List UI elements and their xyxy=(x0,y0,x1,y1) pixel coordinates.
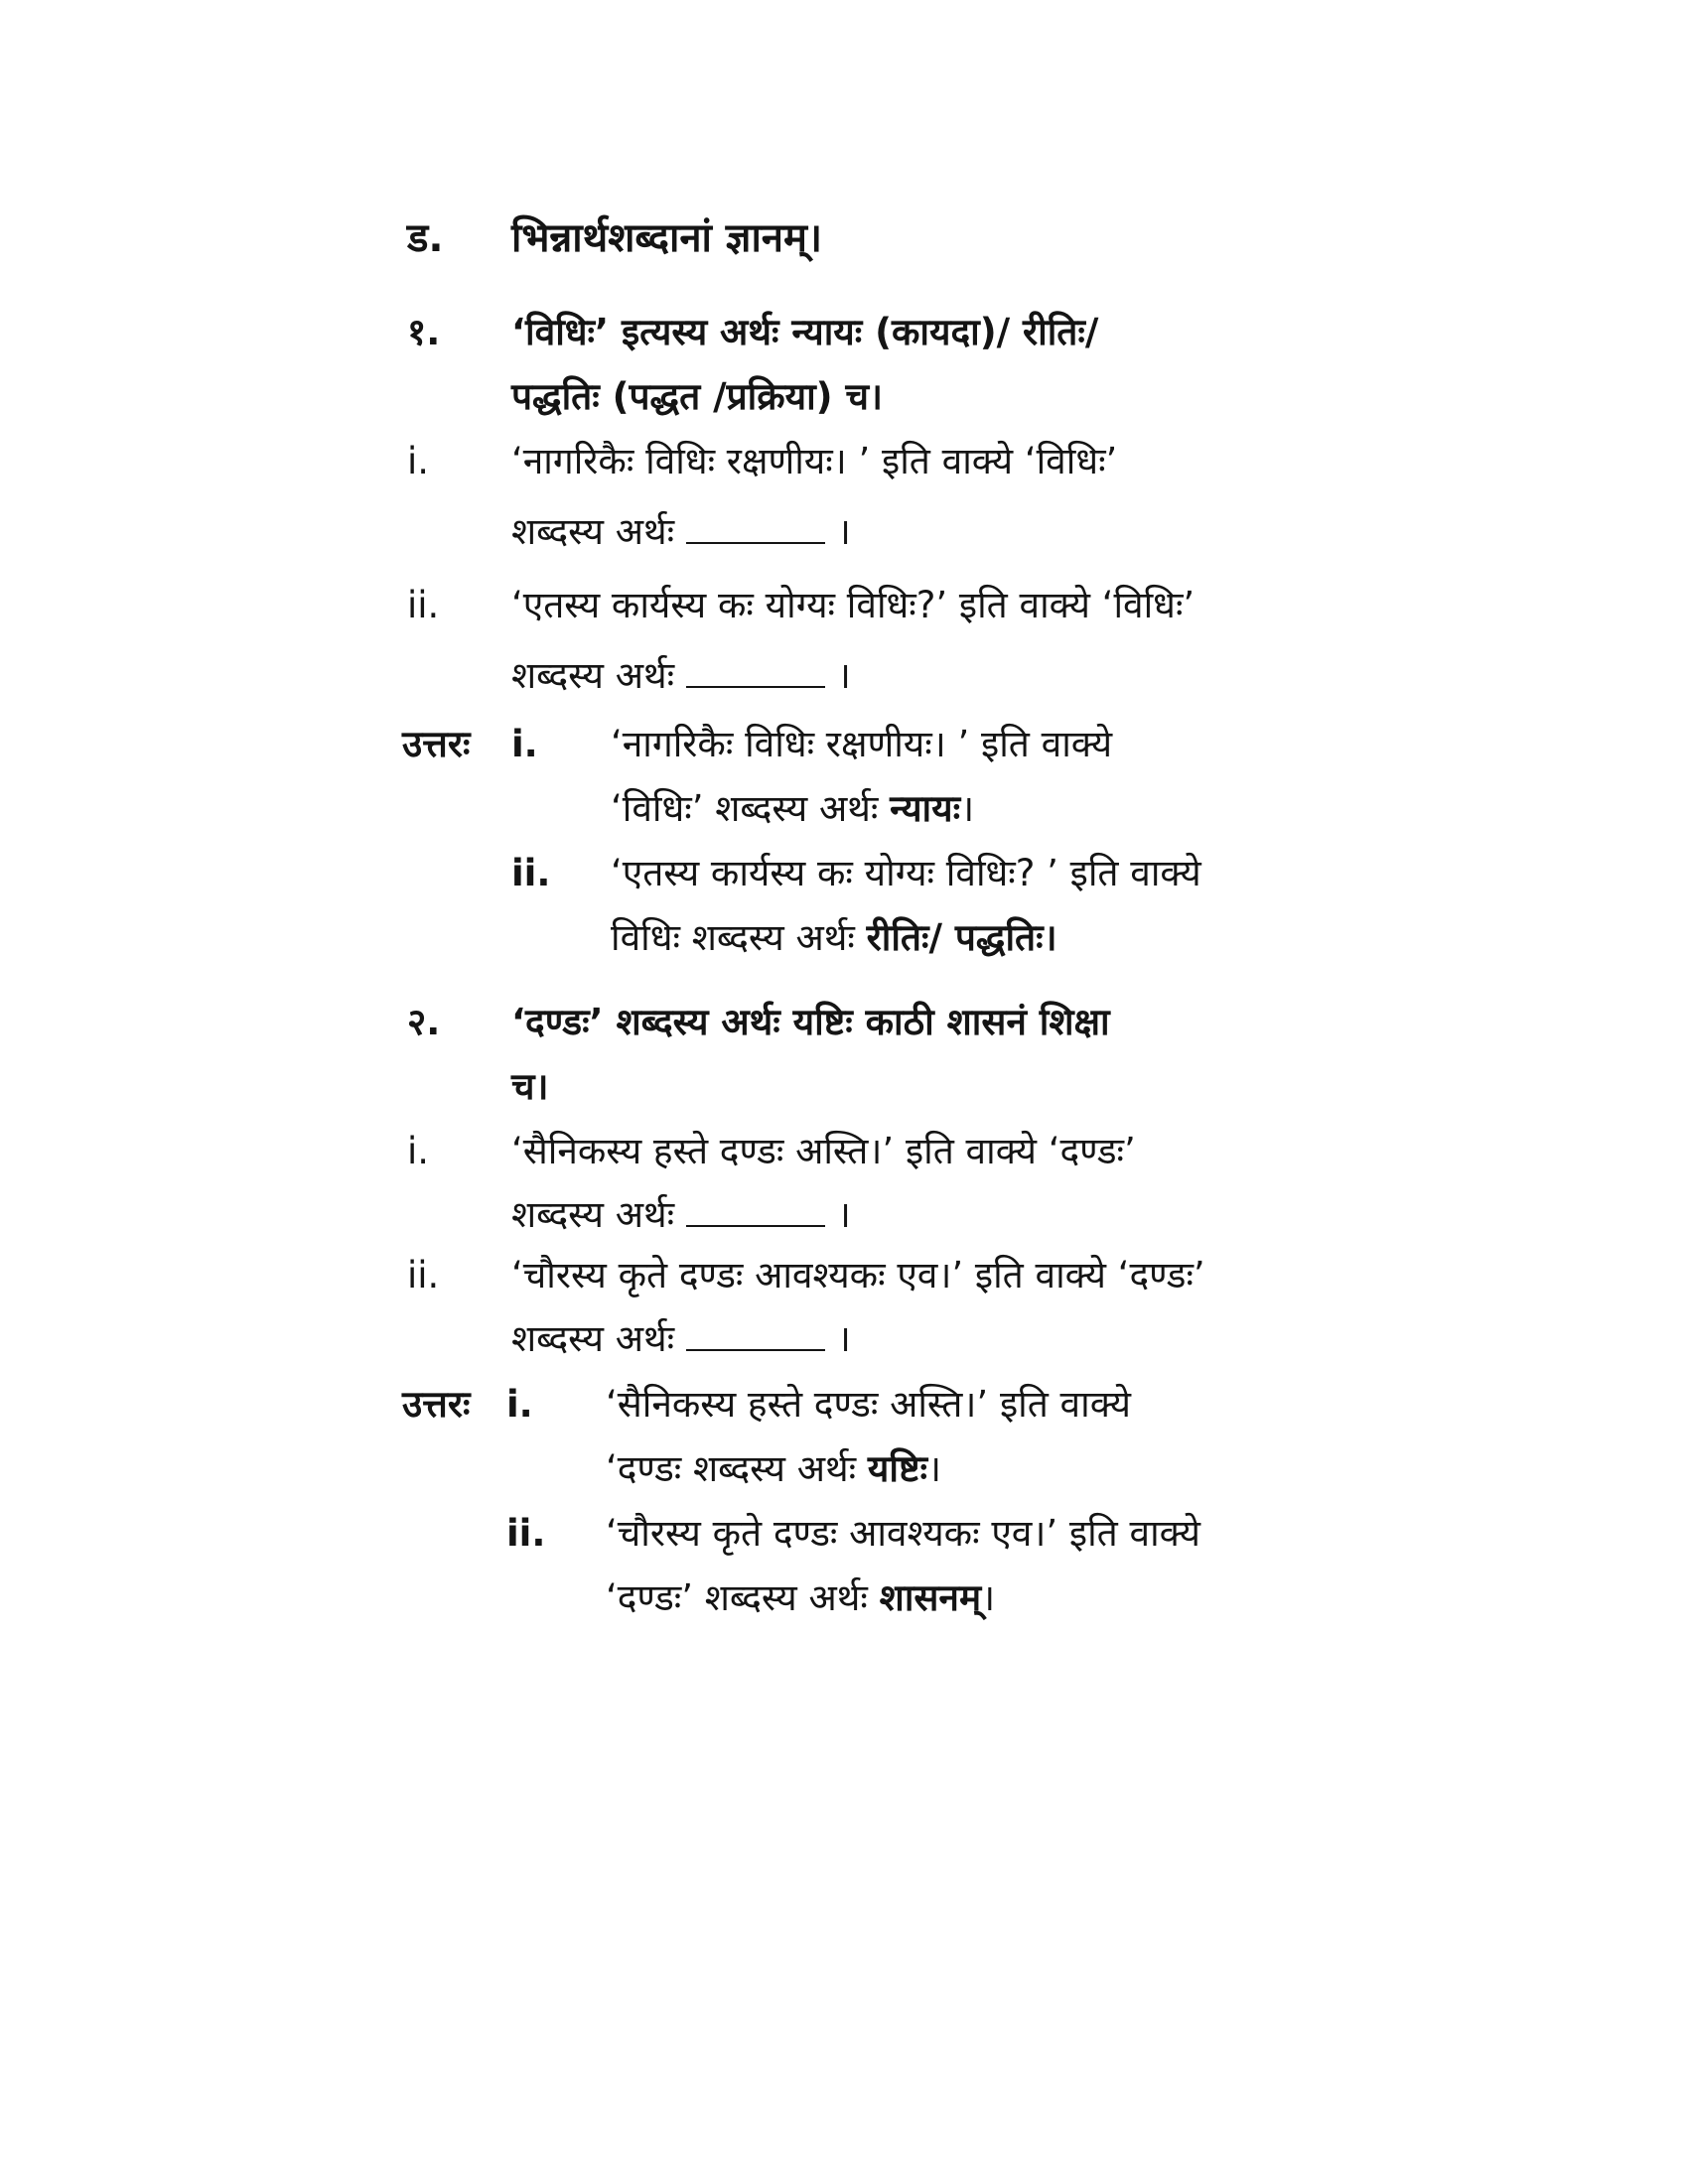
q1-answer-ii-line1: ‘एतस्य कार्यस्य कः योग्यः विधिः? ’ इति वाक्ये xyxy=(611,852,1201,894)
q2-answer-ii-line2 xyxy=(606,1573,995,1623)
q2-ii-line1: ‘चौरस्य कृते दण्डः आवश्यकः एव।’ इति वाक्ये ‘दण्डः’ xyxy=(511,1254,1205,1297)
q2-ii-label: ii. xyxy=(407,1254,440,1297)
q2-heading-line1: ‘दण्डः’ शब्दस्य अर्थः यष्टिः काठी शासनं शिक्षा xyxy=(511,1001,1110,1043)
q2-i-answer-blank xyxy=(686,1189,825,1227)
q2-answer-ii-text: ‘दण्डः’ शब्दस्य अर्थः xyxy=(606,1576,868,1619)
q2-answer-i-meaning: यष्टिः xyxy=(867,1447,928,1490)
section-title: भिन्नार्थशब्दानां ज्ञानम्। xyxy=(511,215,823,261)
section-letter: ड. xyxy=(407,215,444,261)
q1-answer-i-text: ‘विधिः’ शब्दस्य अर्थः xyxy=(611,787,879,830)
q1-answer-ii-meaning: रीतिः/ पद्धतिः। xyxy=(866,916,1057,959)
q2-answer-ii-danda: । xyxy=(981,1576,996,1619)
q2-answer-ii-label: ii. xyxy=(506,1512,546,1555)
q2-i-label: i. xyxy=(407,1130,430,1172)
q1-i-label: i. xyxy=(407,440,430,482)
q2-i-line2 xyxy=(511,1189,851,1240)
q1-answer-i-label: i. xyxy=(511,723,538,765)
q1-ii-line2 xyxy=(511,650,851,701)
q2-number: २. xyxy=(407,1001,441,1043)
q1-answer-ii-line2 xyxy=(611,913,1057,963)
q1-ii-prompt: शब्दस्य अर्थः xyxy=(511,654,675,697)
q1-i-prompt: शब्दस्य अर्थः xyxy=(511,510,675,553)
q1-ii-line1: ‘एतस्य कार्यस्य कः योग्यः विधिः?’ इति वाक्ये ‘विधिः’ xyxy=(511,584,1196,626)
q1-heading-line2: पद्धतिः (पद्धत /प्रक्रिया) च। xyxy=(511,375,883,418)
q2-answer-i-line2 xyxy=(606,1444,941,1494)
q1-answer-i-line1: ‘नागरिकैः विधिः रक्षणीयः। ’ इति वाक्ये xyxy=(611,723,1113,765)
q2-ii-prompt: शब्दस्य अर्थः xyxy=(511,1317,675,1360)
q1-ii-answer-blank xyxy=(686,650,825,688)
q1-i-danda: । xyxy=(836,510,851,553)
q2-answer-ii-line1: ‘चौरस्य कृते दण्डः आवश्यकः एव।’ इति वाक्ये xyxy=(606,1512,1200,1555)
q2-answer-ii-meaning: शासनम् xyxy=(879,1576,982,1619)
q1-i-line2 xyxy=(511,506,851,557)
q1-number: १. xyxy=(407,311,441,353)
q2-answer-i-text: ‘दण्डः शब्दस्य अर्थः xyxy=(606,1447,857,1490)
q2-i-danda: । xyxy=(836,1193,851,1236)
q1-answer-label: उत्तरः xyxy=(402,723,471,765)
q1-answer-i-meaning: न्यायः xyxy=(890,787,961,830)
q2-ii-answer-blank xyxy=(686,1313,825,1351)
q1-ii-danda: । xyxy=(836,654,851,697)
q2-i-line1: ‘सैनिकस्य हस्ते दण्डः अस्ति।’ इति वाक्ये ‘दण्डः’ xyxy=(511,1130,1136,1172)
q1-answer-ii-label: ii. xyxy=(511,852,551,894)
q2-answer-i-line1: ‘सैनिकस्य हस्ते दण्डः अस्ति।’ इति वाक्ये xyxy=(606,1383,1131,1426)
q2-heading-line2: च। xyxy=(511,1065,549,1108)
q1-answer-i-danda: । xyxy=(960,787,975,830)
q1-heading-line1: ‘विधिः’ इत्यस्य अर्थः न्यायः (कायदा)/ रीतिः/ xyxy=(511,311,1099,353)
q1-answer-i-line2 xyxy=(611,784,974,834)
q2-answer-label: उत्तरः xyxy=(402,1383,471,1426)
q1-answer-ii-text: विधिः शब्दस्य अर्थः xyxy=(611,916,855,959)
q2-ii-line2 xyxy=(511,1313,851,1364)
q2-answer-i-danda: । xyxy=(927,1447,942,1490)
q1-ii-label: ii. xyxy=(407,584,440,626)
q2-i-prompt: शब्दस्य अर्थः xyxy=(511,1193,675,1236)
q2-ii-danda: । xyxy=(836,1317,851,1360)
q1-i-line1: ‘नागरिकैः विधिः रक्षणीयः। ’ इति वाक्ये ‘विधिः’ xyxy=(511,440,1118,482)
q1-i-answer-blank xyxy=(686,506,825,544)
q2-answer-i-label: i. xyxy=(506,1383,533,1426)
